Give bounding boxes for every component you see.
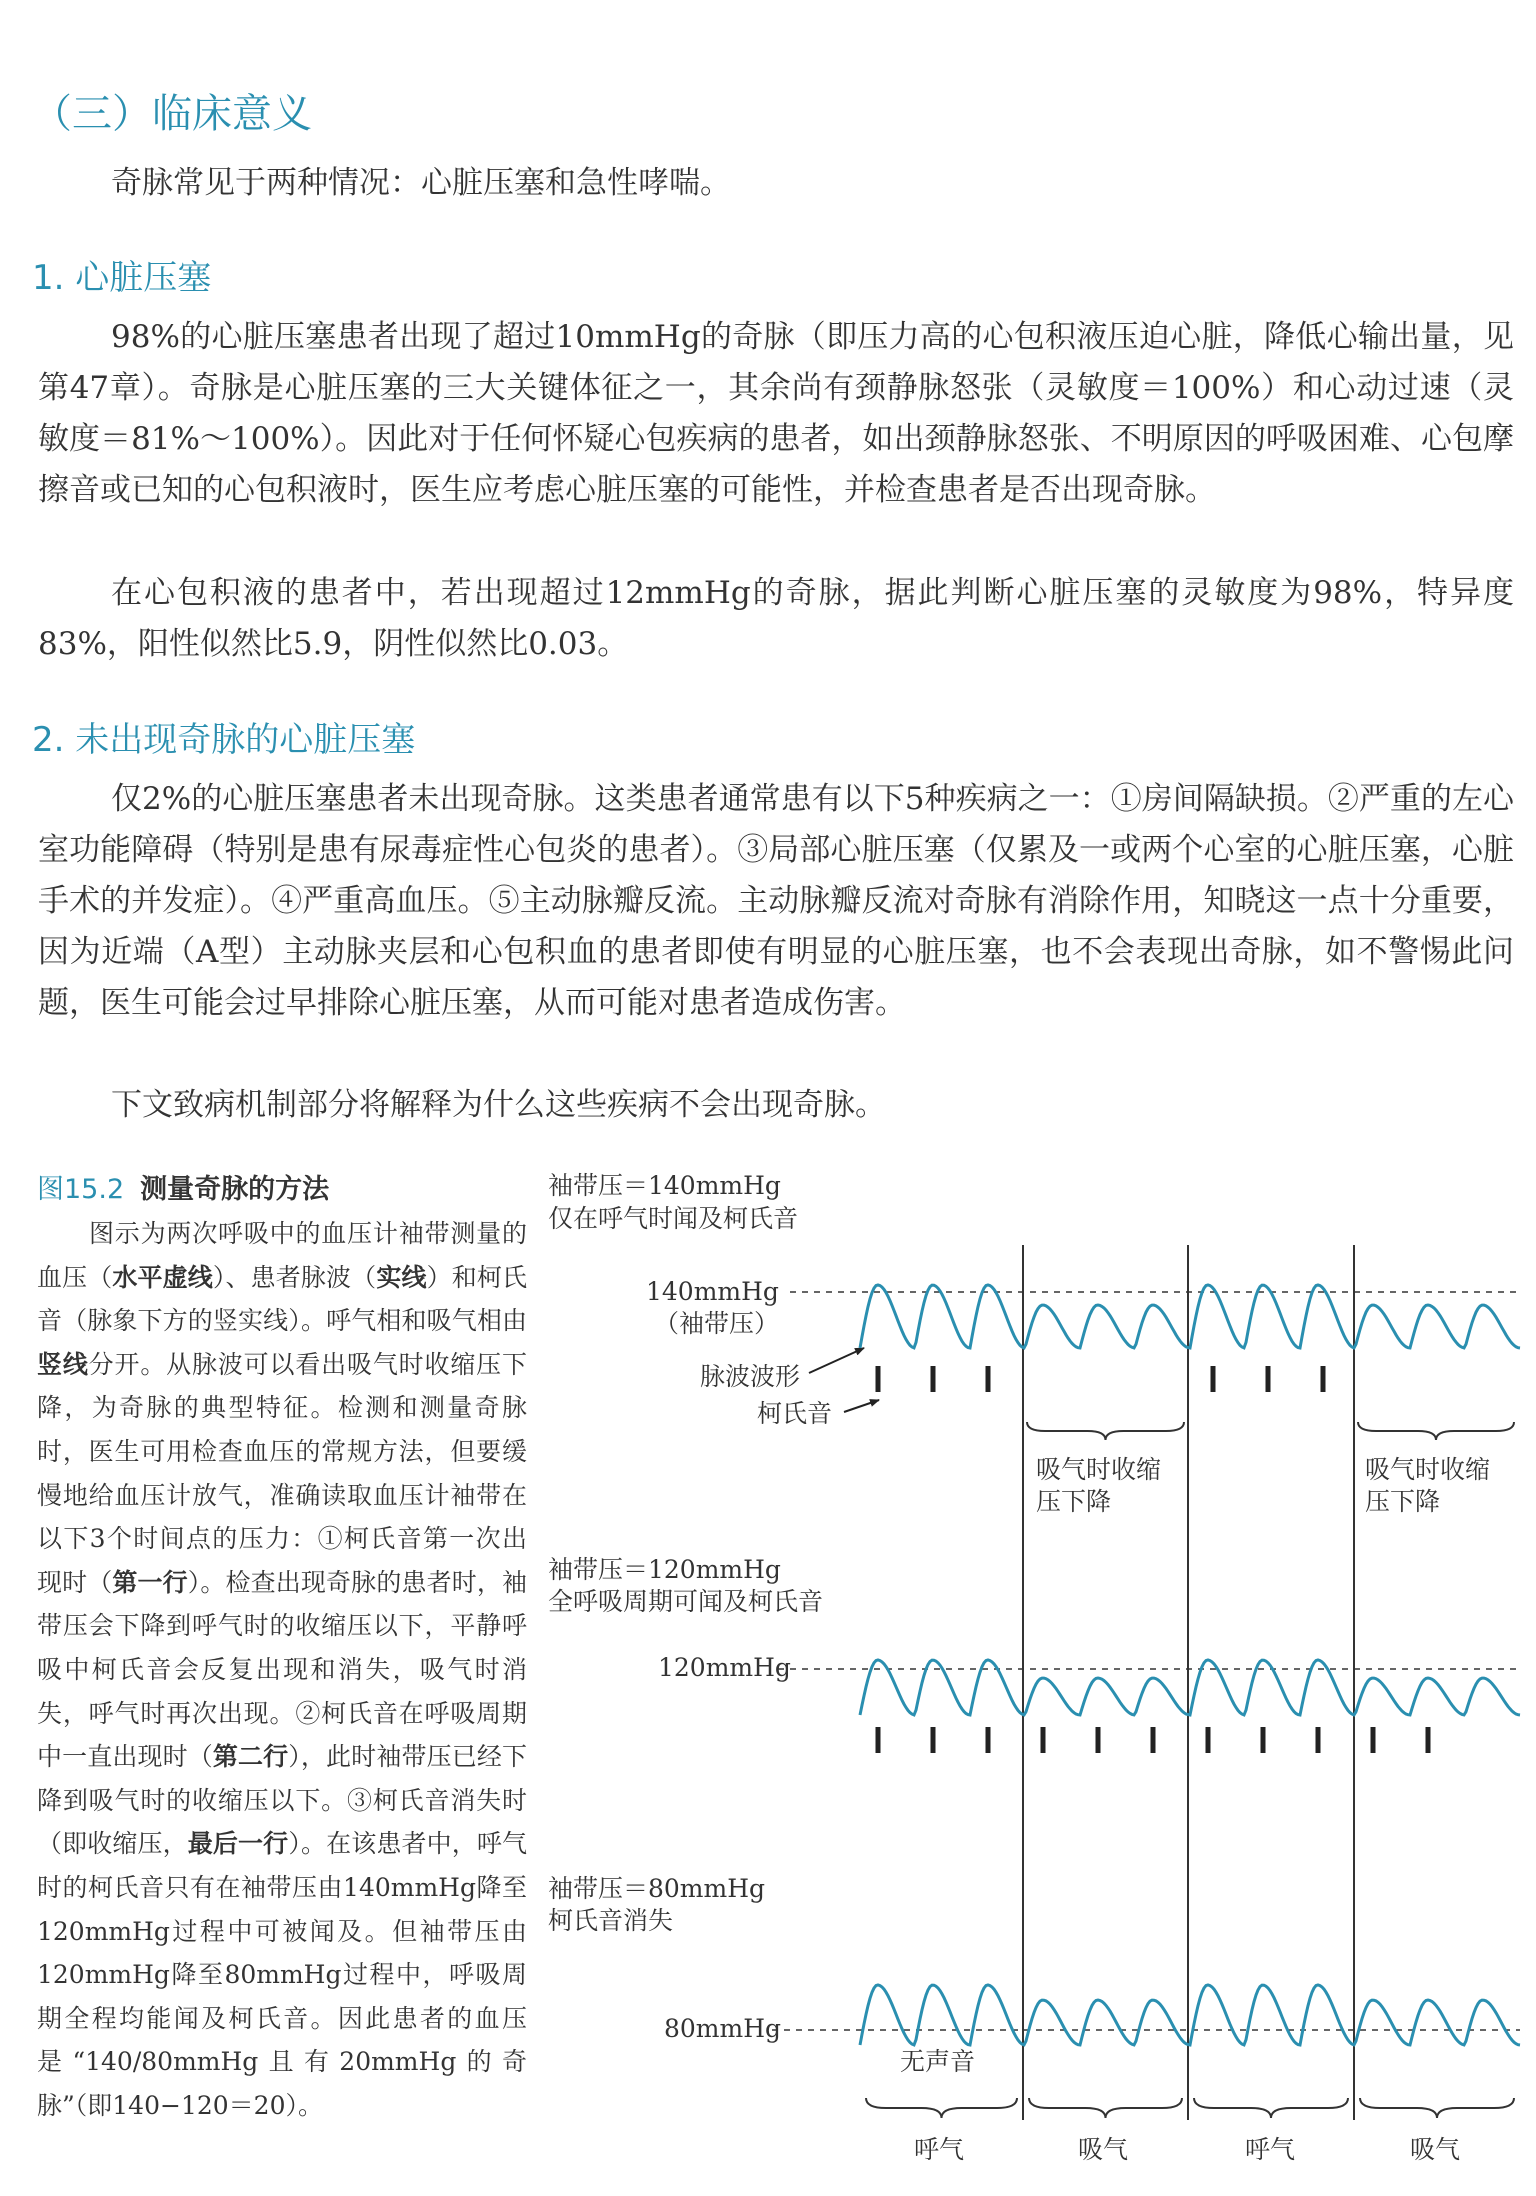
korotkoff-mark <box>1266 1366 1271 1392</box>
korotkoff-mark <box>931 1727 936 1753</box>
korotkoff-mark <box>986 1727 991 1753</box>
inspiration-brace-right <box>1358 1422 1514 1440</box>
korotkoff-mark <box>986 1366 991 1392</box>
korotkoff-mark <box>1206 1727 1211 1753</box>
phase-braces <box>866 2098 1514 2118</box>
korotkoff-mark <box>931 1366 936 1392</box>
korotkoff-arrow <box>844 1400 879 1412</box>
level-label-140: 140mmHg <box>646 1277 779 1306</box>
figure-name: 测量奇脉的方法 <box>140 1174 330 1205</box>
level-label-120: 120mmHg <box>658 1653 791 1682</box>
caption-emphasis: 第一行 <box>112 1567 188 1597</box>
brace-label-left-1: 吸气时收缩 <box>1036 1455 1162 1484</box>
brace-label-right-2: 压下降 <box>1365 1487 1441 1516</box>
no-pulsus-paragraph-2: 下文致病机制部分将解释为什么这些疾病不会出现奇脉。 <box>111 1087 886 1123</box>
silent-label: 无声音 <box>900 2047 976 2076</box>
korotkoff-mark <box>1261 1727 1266 1753</box>
phase-label-inspiration-2: 吸气 <box>1410 2135 1461 2164</box>
section-heading: （三）临床意义 <box>32 91 312 137</box>
level-label-80: 80mmHg <box>664 2014 782 2043</box>
row2-subtitle: 全呼吸周期可闻及柯氏音 <box>548 1587 824 1616</box>
phase-label-inspiration-1: 吸气 <box>1078 2135 1129 2164</box>
row1-subtitle: 仅在呼气时闻及柯氏音 <box>548 1204 799 1233</box>
row3-subtitle: 柯氏音消失 <box>548 1906 674 1935</box>
korotkoff-label: 柯氏音 <box>757 1399 833 1428</box>
phase-brace-4 <box>1360 2098 1514 2118</box>
inspiration-brace-left <box>1027 1422 1184 1440</box>
brace-label-right-1: 吸气时收缩 <box>1365 1455 1491 1484</box>
intro-paragraph: 奇脉常见于两种情况：心脏压塞和急性哮喘。 <box>111 165 731 201</box>
korotkoff-mark <box>1151 1727 1156 1753</box>
korotkoff-marks-row1 <box>876 1366 1326 1392</box>
phase-brace-2 <box>1029 2098 1182 2118</box>
tamponade-paragraph-1: 98%的心脏压塞患者出现了超过10mmHg的奇脉（即压力高的心包积液压迫心脏，降低心输出量，见第47章）。奇脉是心脏压塞的三大关键体征之一，其余尚有颈静脉怒张（灵敏度＝100%）和心动过速（灵敏度＝81%～100%）。因此对于任何怀疑心包疾病的患者，如出颈静脉怒张、不明原因的呼吸困难、心包摩擦音或已知的心包积液时，医生应考虑心脏压塞的可能性，并检查患者是否出现奇脉。 <box>38 319 1514 508</box>
caption-emphasis: 实线 <box>376 1262 427 1292</box>
korotkoff-mark <box>1321 1366 1326 1392</box>
pulse-waveform-row3 <box>860 1985 1520 2045</box>
caption-emphasis: 竖线 <box>37 1349 89 1379</box>
phase-dividers <box>1023 1245 1354 2120</box>
caption-emphasis: 最后一行 <box>187 1829 289 1859</box>
pulse-wave-label: 脉波波形 <box>700 1362 801 1391</box>
caption-emphasis: 第二行 <box>212 1742 289 1772</box>
row3-title: 袖带压＝80mmHg <box>548 1874 766 1903</box>
caption-text: 分开。从脉波可以看出吸气时收缩压下降，为奇脉的典型特征。检测和测量奇脉时，医生可用检查血压的常规方法，但要缓慢地给血压计放气，准确读取血压计袖带在以下3个时间点的压力：①柯氏音第一次出现时（ <box>37 1349 527 1597</box>
korotkoff-mark <box>876 1366 881 1392</box>
tamponade-paragraph-2: 在心包积液的患者中，若出现超过12mmHg的奇脉，据此判断心脏压塞的灵敏度为98%，特异度83%，阳性似然比5.9，阴性似然比0.03。 <box>38 575 1514 662</box>
caption-text: ）和柯氏音（脉象下方的竖实线）。呼气相和吸气相由 <box>37 1262 527 1336</box>
row1-title: 袖带压＝140mmHg <box>548 1171 781 1200</box>
phase-brace-1 <box>866 2098 1017 2118</box>
pulse-waveform-row1 <box>860 1285 1520 1348</box>
korotkoff-mark <box>1426 1727 1431 1753</box>
caption-text: ）。在该患者中，呼气时的柯氏音只有在袖带压由140mmHg降至120mmHg过程中可被闻及。但袖带压由120mmHg降至80mmHg过程中，呼吸周期全程均能闻及柯氏音。因此患者的血压是“140/80mmHg且有20mmHg的奇脉”（即140−120＝20）。 <box>37 1829 527 2120</box>
caption-emphasis: 水平虚线 <box>112 1262 213 1292</box>
caption-text: ）、患者脉波（ <box>212 1262 377 1292</box>
pulse-arrow <box>809 1348 864 1373</box>
subheading-no-pulsus: 2. 未出现奇脉的心脏压塞 <box>32 720 416 760</box>
korotkoff-mark <box>1041 1727 1046 1753</box>
figure-number: 图15.2 <box>37 1174 125 1205</box>
phase-brace-3 <box>1194 2098 1348 2118</box>
row2-title: 袖带压＝120mmHg <box>548 1555 781 1584</box>
brace-label-left-2: 压下降 <box>1036 1487 1112 1516</box>
caption-text: ），此时袖带压已经下降到吸气时的收缩压以下。③柯氏音消失时（即收缩压， <box>37 1742 527 1859</box>
korotkoff-mark <box>876 1727 881 1753</box>
korotkoff-marks-row2 <box>876 1727 1431 1753</box>
no-pulsus-paragraph-1: 仅2%的心脏压塞患者未出现奇脉。这类患者通常患有以下5种疾病之一：①房间隔缺损。②严重的左心室功能障碍（特别是患有尿毒症性心包炎的患者）。③局部心脏压塞（仅累及一或两个心室的心脏压塞，心脏手术的并发症）。④严重高血压。⑤主动脉瓣反流。主动脉瓣反流对奇脉有消除作用，知晓这一点十分重要，因为近端（A型）主动脉夹层和心包积血的患者即使有明显的心脏压塞，也不会表现出奇脉，如不警惕此问题，医生可能会过早排除心脏压塞，从而可能对患者造成伤害。 <box>38 781 1514 1021</box>
korotkoff-mark <box>1211 1366 1216 1392</box>
korotkoff-mark <box>1371 1727 1376 1753</box>
caption-text: ）。检查出现奇脉的患者时，袖带压会下降到呼气时的收缩压以下，平静呼吸中柯氏音会反复出现和消失，吸气时消失，呼气时再次出现。②柯氏音在呼吸周期中一直出现时（ <box>37 1567 527 1772</box>
korotkoff-mark <box>1316 1727 1321 1753</box>
caption-text: 图示为两次呼吸中的血压计袖带测量的血压（ <box>37 1219 527 1292</box>
subheading-tamponade: 1. 心脏压塞 <box>32 258 212 298</box>
cuff-label: （袖带压） <box>654 1309 780 1338</box>
korotkoff-mark <box>1096 1727 1101 1753</box>
phase-label-expiration-2: 呼气 <box>1245 2135 1296 2164</box>
phase-label-expiration-1: 呼气 <box>914 2135 965 2164</box>
